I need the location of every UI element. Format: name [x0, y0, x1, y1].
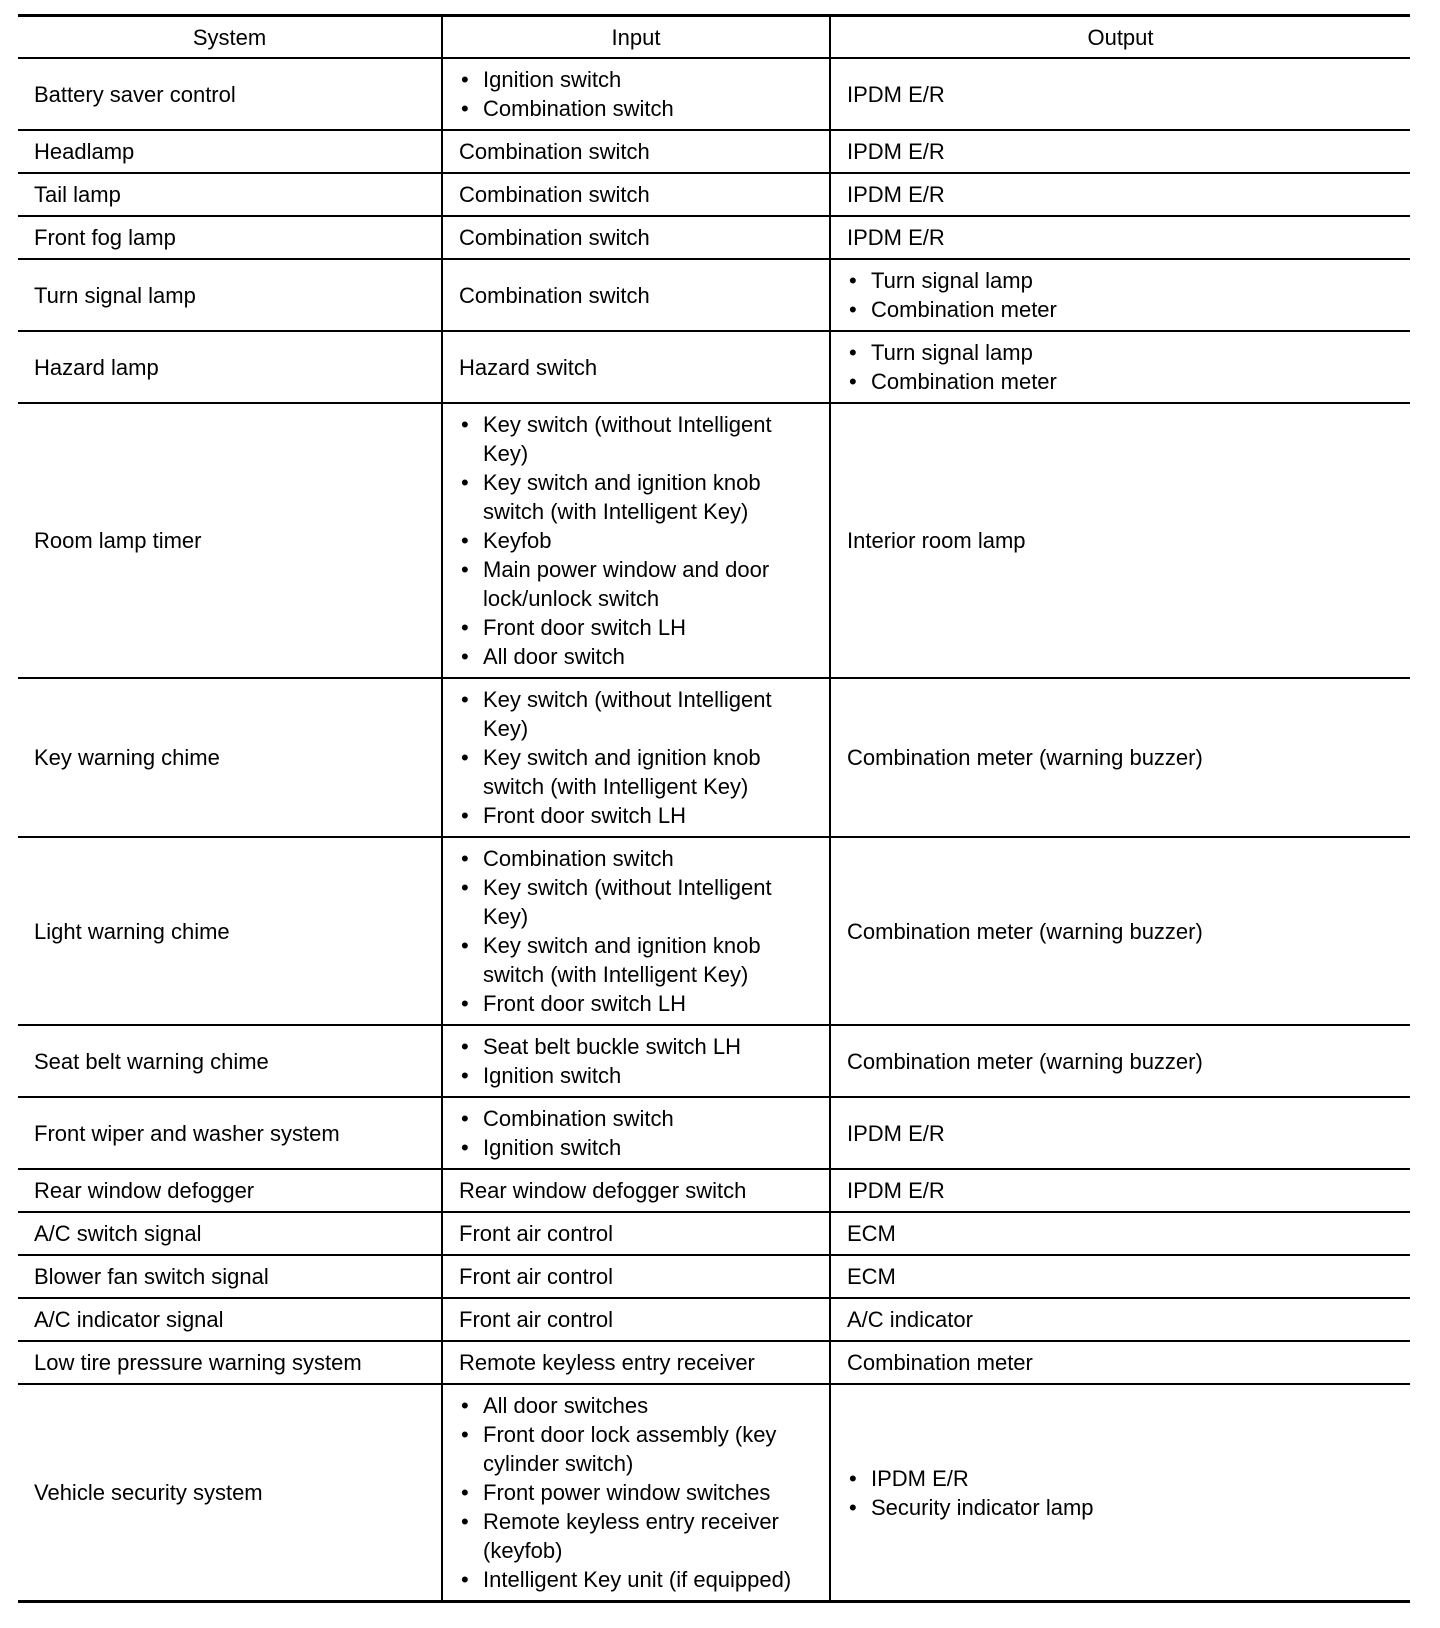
input-list-item: • Ignition switch	[459, 1133, 819, 1162]
table-row	[18, 1384, 1410, 1602]
input-list-item: • Remote keyless entry receiver (keyfob)	[459, 1507, 819, 1565]
input-cell: Combination switch	[442, 173, 830, 216]
system-cell: Battery saver control	[34, 81, 236, 107]
input-cell: Hazard switch	[442, 331, 830, 403]
system-cell: Front wiper and washer system	[34, 1120, 340, 1146]
table-row	[18, 216, 1410, 259]
input-cell: Combination switch	[442, 216, 830, 259]
output-cell	[830, 331, 1410, 403]
input-list-item: • Intelligent Key unit (if equipped)	[459, 1565, 819, 1594]
output-list-item: • Combination meter	[847, 295, 1400, 324]
output-cell: Combination meter (warning buzzer)	[830, 678, 1410, 837]
input-cell	[442, 1384, 830, 1602]
header-input: Input	[442, 16, 830, 59]
input-cell: Front air control	[442, 1255, 830, 1298]
input-list-item: • Ignition switch	[459, 65, 819, 94]
system-cell: Tail lamp	[34, 182, 121, 207]
input-cell: Front air control	[442, 1212, 830, 1255]
input-list-item: • Main power window and door lock/unlock switch	[459, 555, 819, 613]
output-cell: Combination meter	[830, 1341, 1410, 1384]
output-cell: A/C indicator	[830, 1298, 1410, 1341]
system-cell: A/C switch signal	[34, 1221, 202, 1246]
output-cell: IPDM E/R	[830, 173, 1410, 216]
header-system: System	[18, 16, 442, 59]
table-row	[18, 837, 1410, 1025]
system-cell: Rear window defogger	[34, 1178, 255, 1203]
input-list-item: • Combination switch	[459, 844, 819, 873]
input-cell: Front air control	[442, 1298, 830, 1341]
table-row	[18, 259, 1410, 331]
input-list	[459, 65, 819, 123]
output-cell: IPDM E/R	[830, 1097, 1410, 1169]
output-list-item: • Security indicator lamp	[847, 1493, 1400, 1522]
system-cell: Hazard lamp	[34, 354, 159, 380]
input-list-item: • Front power window switches	[459, 1478, 819, 1507]
input-list-item: • Seat belt buckle switch LH	[459, 1032, 819, 1061]
system-cell: A/C indicator signal	[34, 1307, 224, 1332]
output-cell: Combination meter (warning buzzer)	[830, 1025, 1410, 1097]
input-list	[459, 685, 819, 830]
input-cell: Combination switch	[442, 259, 830, 331]
output-list	[847, 266, 1400, 324]
input-list	[459, 410, 819, 671]
input-cell	[442, 678, 830, 837]
input-list-item: • Keyfob	[459, 526, 819, 555]
table-header-row	[18, 16, 1410, 59]
output-list-item: • IPDM E/R	[847, 1464, 1400, 1493]
input-list	[459, 1104, 819, 1162]
output-cell: IPDM E/R	[830, 1169, 1410, 1212]
input-list-item: • Front door switch LH	[459, 613, 819, 642]
input-cell	[442, 58, 830, 130]
system-cell: Key warning chime	[34, 745, 220, 770]
table-row	[18, 1341, 1410, 1384]
header-output: Output	[830, 16, 1410, 59]
input-list-item: • Key switch and ignition knob switch (with Intelligent Key)	[459, 931, 819, 989]
input-list-item: • Key switch (without Intelligent Key)	[459, 410, 819, 468]
output-list	[847, 338, 1400, 396]
table-row	[18, 678, 1410, 837]
output-list	[847, 1464, 1400, 1522]
input-list-item: • Front door lock assembly (key cylinder switch)	[459, 1420, 819, 1478]
input-cell	[442, 403, 830, 678]
input-list-item: • Ignition switch	[459, 1061, 819, 1090]
output-list-item: • Combination meter	[847, 367, 1400, 396]
table-row	[18, 1212, 1410, 1255]
input-list-item: • Combination switch	[459, 1104, 819, 1133]
system-cell: Blower fan switch signal	[34, 1264, 269, 1289]
system-cell: Turn signal lamp	[34, 282, 196, 308]
table-row	[18, 331, 1410, 403]
output-list-item: • Turn signal lamp	[847, 338, 1400, 367]
input-cell: Remote keyless entry receiver	[442, 1341, 830, 1384]
table-row	[18, 1298, 1410, 1341]
output-cell: ECM	[830, 1212, 1410, 1255]
system-io-table	[18, 14, 1410, 1603]
table-row	[18, 58, 1410, 130]
input-list-item: • Front door switch LH	[459, 801, 819, 830]
input-list-item: • Key switch and ignition knob switch (with Intelligent Key)	[459, 743, 819, 801]
input-list	[459, 1032, 819, 1090]
input-list-item: • Key switch and ignition knob switch (with Intelligent Key)	[459, 468, 819, 526]
input-cell	[442, 837, 830, 1025]
input-cell: Combination switch	[442, 130, 830, 173]
input-list-item: • Key switch (without Intelligent Key)	[459, 685, 819, 743]
system-io-table-container	[18, 14, 1410, 1603]
input-cell	[442, 1025, 830, 1097]
system-cell: Vehicle security system	[34, 1480, 263, 1505]
output-cell: IPDM E/R	[830, 130, 1410, 173]
table-row	[18, 1169, 1410, 1212]
table-row	[18, 130, 1410, 173]
input-list-item: • Combination switch	[459, 94, 819, 123]
output-cell: IPDM E/R	[830, 58, 1410, 130]
table-row	[18, 173, 1410, 216]
output-cell	[830, 259, 1410, 331]
system-cell: Front fog lamp	[34, 225, 176, 250]
table-row	[18, 1097, 1410, 1169]
output-cell: Combination meter (warning buzzer)	[830, 837, 1410, 1025]
output-cell: IPDM E/R	[830, 216, 1410, 259]
system-cell: Room lamp timer	[34, 528, 202, 553]
input-list-item: • All door switches	[459, 1391, 819, 1420]
input-cell: Rear window defogger switch	[442, 1169, 830, 1212]
output-cell: Interior room lamp	[830, 403, 1410, 678]
input-list	[459, 1391, 819, 1594]
input-list-item: • All door switch	[459, 642, 819, 671]
system-cell: Light warning chime	[34, 918, 230, 944]
output-cell: ECM	[830, 1255, 1410, 1298]
input-list-item: • Key switch (without Intelligent Key)	[459, 873, 819, 931]
input-list	[459, 844, 819, 1018]
input-list-item: • Front door switch LH	[459, 989, 819, 1018]
system-cell: Seat belt warning chime	[34, 1048, 269, 1074]
system-cell: Low tire pressure warning system	[34, 1350, 362, 1375]
system-cell: Headlamp	[34, 139, 135, 164]
table-row	[18, 1025, 1410, 1097]
output-cell	[830, 1384, 1410, 1602]
table-row	[18, 1255, 1410, 1298]
table-body	[18, 58, 1410, 1602]
input-cell	[442, 1097, 830, 1169]
table-row	[18, 403, 1410, 678]
output-list-item: • Turn signal lamp	[847, 266, 1400, 295]
